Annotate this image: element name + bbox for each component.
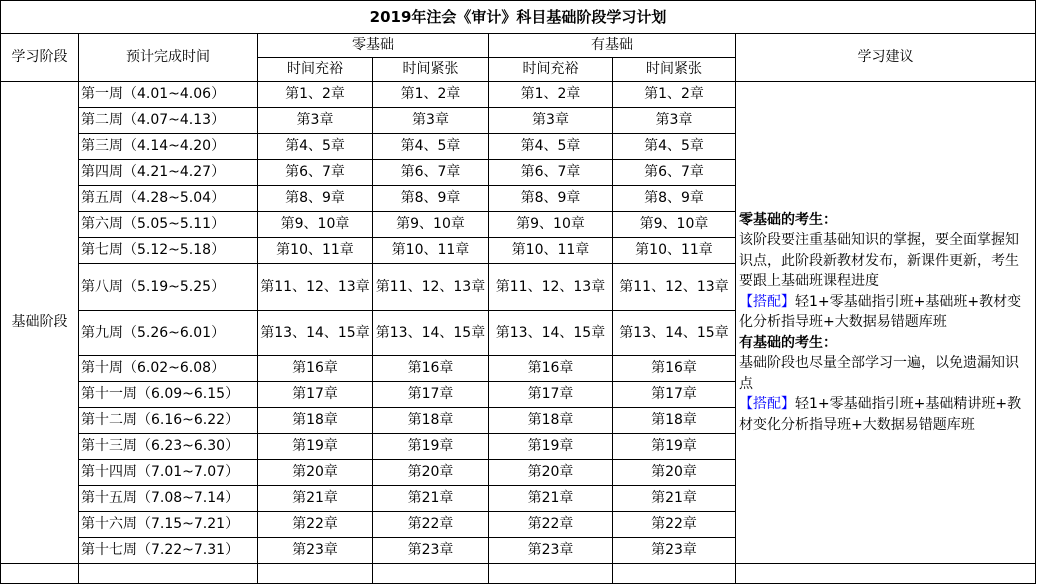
chapter-cell: 第23章	[613, 538, 736, 564]
chapter-cell: 第16章	[258, 356, 373, 382]
header-tight: 时间紧张	[373, 58, 489, 82]
chapter-cell: 第3章	[613, 108, 736, 134]
header-ample: 时间充裕	[489, 58, 613, 82]
week-cell: 第二周（4.07~4.13）	[79, 108, 258, 134]
chapter-cell: 第19章	[613, 434, 736, 460]
chapter-cell: 第20章	[613, 460, 736, 486]
chapter-cell: 第19章	[258, 434, 373, 460]
chapter-cell: 第23章	[373, 538, 489, 564]
week-cell: 第五周（4.28~5.04）	[79, 186, 258, 212]
chapter-cell: 第4、5章	[373, 134, 489, 160]
chapter-cell: 第22章	[258, 512, 373, 538]
chapter-cell: 第6、7章	[373, 160, 489, 186]
header-stage: 学习阶段	[1, 34, 79, 82]
chapter-cell: 第10、11章	[373, 238, 489, 264]
chapter-cell: 第13、14、15章	[613, 311, 736, 356]
chapter-cell: 第19章	[373, 434, 489, 460]
chapter-cell: 第9、10章	[489, 212, 613, 238]
chapter-cell: 第10、11章	[489, 238, 613, 264]
chapter-cell: 第17章	[489, 382, 613, 408]
header-has: 有基础	[489, 34, 736, 58]
chapter-cell: 第13、14、15章	[258, 311, 373, 356]
week-cell: 第十四周（7.01~7.07）	[79, 460, 258, 486]
chapter-cell: 第16章	[613, 356, 736, 382]
chapter-cell: 第1、2章	[613, 82, 736, 108]
zero-title: 零基础的考生：	[739, 211, 837, 228]
chapter-cell: 第22章	[373, 512, 489, 538]
has-title: 有基础的考生：	[739, 334, 837, 351]
chapter-cell: 第16章	[373, 356, 489, 382]
zero-combo: 轻1+零基础指引班+基础班+教材变化分析指导班+大数据易错题库班	[739, 293, 1022, 331]
chapter-cell: 第1、2章	[489, 82, 613, 108]
has-text: 基础阶段也尽量全部学习一遍，以免遗漏知识点	[739, 355, 1019, 392]
chapter-cell: 第22章	[489, 512, 613, 538]
week-cell: 第十五周（7.08~7.14）	[79, 486, 258, 512]
week-cell: 第六周（5.05~5.11）	[79, 212, 258, 238]
table-title: 2019年注会《审计》科目基础阶段学习计划	[1, 1, 1036, 34]
chapter-cell: 第9、10章	[258, 212, 373, 238]
chapter-cell: 第19章	[489, 434, 613, 460]
has-tag: 【搭配】	[739, 396, 795, 413]
chapter-cell: 第4、5章	[489, 134, 613, 160]
chapter-cell: 第17章	[258, 382, 373, 408]
table-row	[1, 82, 1036, 108]
zero-text: 该阶段要注重基础知识的掌握，要全面掌握知识点，此阶段新教材发布，新课件更新，考生要跟上基础班课程进度	[739, 232, 1019, 290]
header-time: 预计完成时间	[79, 34, 258, 82]
chapter-cell: 第1、2章	[258, 82, 373, 108]
header-advice: 学习建议	[736, 34, 1036, 82]
zero-tag: 【搭配】	[739, 293, 795, 310]
chapter-cell: 第6、7章	[258, 160, 373, 186]
chapter-cell: 第8、9章	[613, 186, 736, 212]
chapter-cell: 第21章	[373, 486, 489, 512]
chapter-cell: 第13、14、15章	[373, 311, 489, 356]
chapter-cell: 第11、12、13章	[373, 264, 489, 311]
week-cell: 第十六周（7.15~7.21）	[79, 512, 258, 538]
chapter-cell: 第21章	[489, 486, 613, 512]
chapter-cell: 第9、10章	[613, 212, 736, 238]
chapter-cell: 第4、5章	[258, 134, 373, 160]
chapter-cell: 第11、12、13章	[258, 264, 373, 311]
chapter-cell: 第21章	[258, 486, 373, 512]
chapter-cell: 第18章	[489, 408, 613, 434]
chapter-cell: 第23章	[489, 538, 613, 564]
chapter-cell: 第16章	[489, 356, 613, 382]
week-cell: 第十三周（6.23~6.30）	[79, 434, 258, 460]
chapter-cell: 第18章	[373, 408, 489, 434]
chapter-cell: 第3章	[258, 108, 373, 134]
chapter-cell: 第1、2章	[373, 82, 489, 108]
has-combo: 轻1+零基础指引班+基础精讲班+教材变化分析指导班+大数据易错题库班	[739, 396, 1022, 433]
chapter-cell: 第6、7章	[489, 160, 613, 186]
week-cell: 第八周（5.19~5.25）	[79, 264, 258, 311]
chapter-cell: 第8、9章	[373, 186, 489, 212]
header-ample: 时间充裕	[258, 58, 373, 82]
chapter-cell: 第13、14、15章	[489, 311, 613, 356]
chapter-cell: 第18章	[258, 408, 373, 434]
chapter-cell: 第21章	[613, 486, 736, 512]
chapter-cell: 第6、7章	[613, 160, 736, 186]
chapter-cell: 第3章	[373, 108, 489, 134]
chapter-cell: 第9、10章	[373, 212, 489, 238]
week-cell: 第九周（5.26~6.01）	[79, 311, 258, 356]
week-cell: 第十七周（7.22~7.31）	[79, 538, 258, 564]
header-tight: 时间紧张	[613, 58, 736, 82]
chapter-cell: 第18章	[613, 408, 736, 434]
chapter-cell: 第20章	[373, 460, 489, 486]
chapter-cell: 第4、5章	[613, 134, 736, 160]
week-cell: 第十二周（6.16~6.22）	[79, 408, 258, 434]
chapter-cell: 第11、12、13章	[613, 264, 736, 311]
header-zero: 零基础	[258, 34, 489, 58]
chapter-cell: 第17章	[373, 382, 489, 408]
chapter-cell: 第20章	[258, 460, 373, 486]
chapter-cell: 第3章	[489, 108, 613, 134]
chapter-cell: 第8、9章	[258, 186, 373, 212]
week-cell: 第三周（4.14~4.20）	[79, 134, 258, 160]
week-cell: 第七周（5.12~5.18）	[79, 238, 258, 264]
week-cell: 第四周（4.21~4.27）	[79, 160, 258, 186]
chapter-cell: 第17章	[613, 382, 736, 408]
chapter-cell: 第22章	[613, 512, 736, 538]
chapter-cell: 第8、9章	[489, 186, 613, 212]
chapter-cell: 第11、12、13章	[489, 264, 613, 311]
week-cell: 第一周（4.01~4.06）	[79, 82, 258, 108]
chapter-cell: 第10、11章	[258, 238, 373, 264]
stage-cell: 基础阶段	[1, 82, 79, 564]
week-cell: 第十一周（6.09~6.15）	[79, 382, 258, 408]
chapter-cell: 第20章	[489, 460, 613, 486]
chapter-cell: 第10、11章	[613, 238, 736, 264]
chapter-cell: 第23章	[258, 538, 373, 564]
week-cell: 第十周（6.02~6.08）	[79, 356, 258, 382]
advice-cell	[736, 82, 1036, 564]
